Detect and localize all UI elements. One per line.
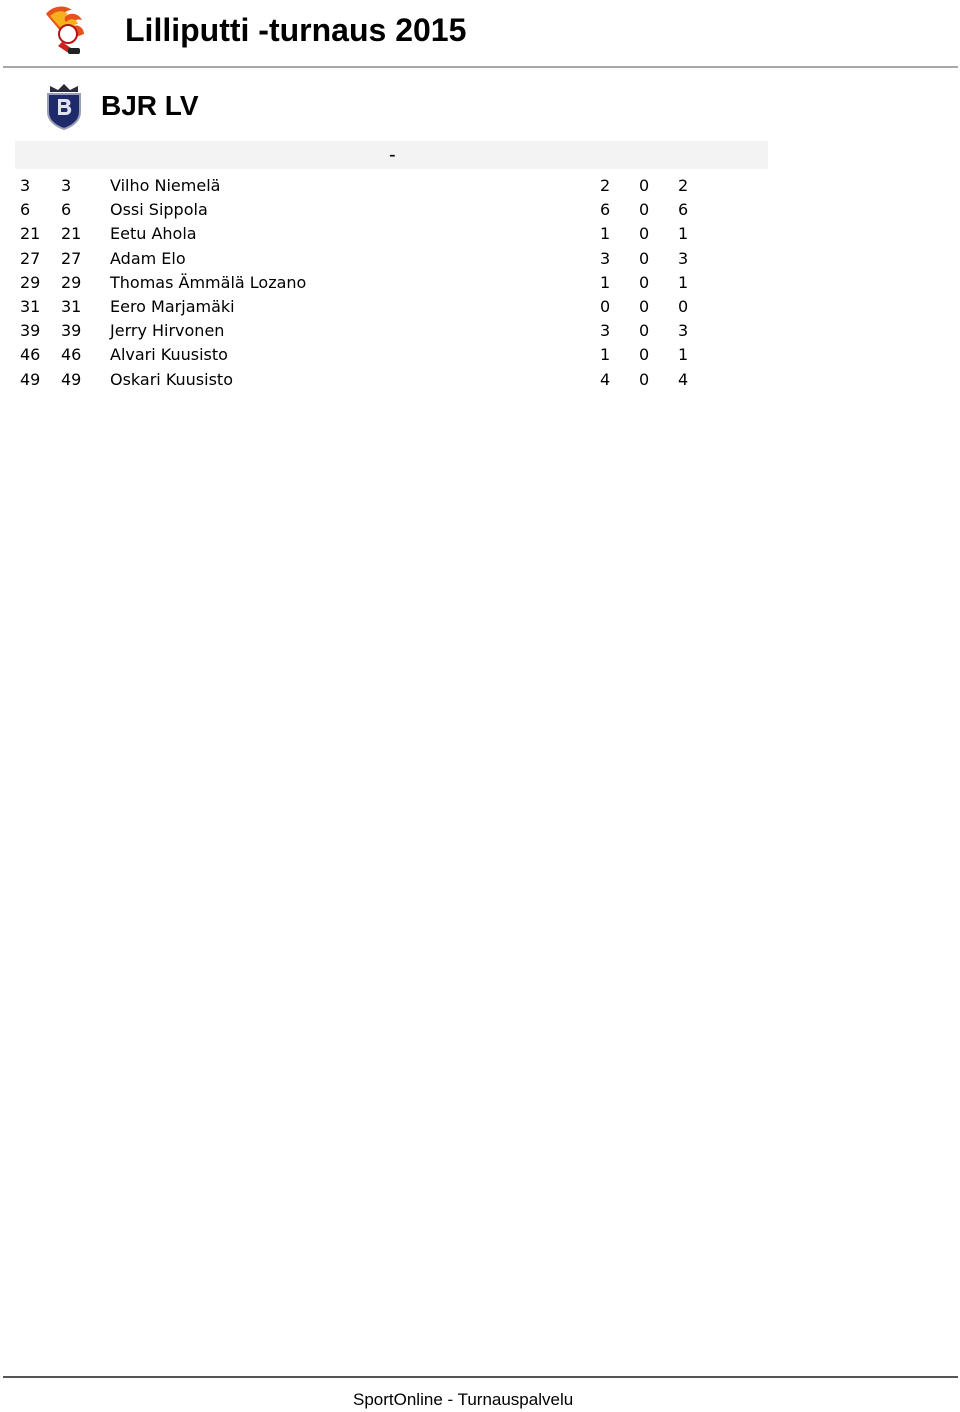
- table-row: [0, 319, 780, 343]
- stat-2: 0: [639, 321, 650, 341]
- stat-1: 2: [600, 176, 611, 195]
- stat-2: 0: [639, 345, 650, 365]
- player-number: 6: [20, 200, 31, 220]
- player-number: 21: [20, 224, 41, 244]
- jersey-number: 39: [61, 321, 82, 341]
- stat-3: 3: [678, 321, 689, 341]
- player-name: Ossi Sippola: [110, 200, 208, 220]
- stat-3: 2: [678, 176, 689, 195]
- header-divider: [3, 66, 958, 68]
- stat-2: 0: [639, 296, 650, 316]
- table-row: [0, 198, 780, 222]
- player-number: 46: [20, 345, 41, 365]
- player-name: Alvari Kuusisto: [110, 345, 228, 365]
- stat-1: 1: [600, 224, 611, 244]
- player-number: 29: [20, 272, 41, 292]
- player-name: Vilho Niemelä: [110, 176, 221, 195]
- page-header: [0, 0, 960, 68]
- player-number: 27: [20, 248, 41, 268]
- table-row: [0, 343, 780, 367]
- jersey-number: 3: [61, 176, 72, 195]
- jersey-number: 31: [61, 296, 82, 316]
- stat-1: 4: [600, 369, 611, 389]
- stat-1: 1: [600, 272, 611, 292]
- stat-3: 6: [678, 200, 689, 220]
- player-number: 3: [20, 176, 31, 195]
- stat-2: 0: [639, 200, 650, 220]
- jersey-number: 29: [61, 272, 82, 292]
- player-name: Eero Marjamäki: [110, 296, 235, 316]
- roster-table: [0, 174, 780, 392]
- player-name: Oskari Kuusisto: [110, 369, 233, 389]
- footer-divider: [3, 1376, 958, 1378]
- table-row: [0, 247, 780, 271]
- table-header-label: -: [389, 144, 396, 166]
- stat-3: 0: [678, 296, 689, 316]
- page-title: Lilliputti -turnaus 2015: [125, 12, 467, 48]
- flaming-puck-logo-icon: [38, 4, 90, 58]
- stat-1: 0: [600, 296, 611, 316]
- stat-1: 3: [600, 321, 611, 341]
- table-row: [0, 368, 780, 392]
- player-name: Eetu Ahola: [110, 224, 197, 244]
- jersey-number: 46: [61, 345, 82, 365]
- player-number: 39: [20, 321, 41, 341]
- stat-3: 1: [678, 345, 689, 365]
- player-number: 49: [20, 369, 41, 389]
- table-row: [0, 271, 780, 295]
- stat-1: 6: [600, 200, 611, 220]
- stat-3: 3: [678, 248, 689, 268]
- table-row: [0, 174, 780, 198]
- stat-2: 0: [639, 272, 650, 292]
- jersey-number: 27: [61, 248, 82, 268]
- player-name: Jerry Hirvonen: [110, 321, 225, 341]
- stat-2: 0: [639, 176, 650, 195]
- stat-3: 4: [678, 369, 689, 389]
- jersey-number: 21: [61, 224, 82, 244]
- table-header-bar: [15, 141, 768, 169]
- stat-3: 1: [678, 224, 689, 244]
- table-row: [0, 222, 780, 246]
- stat-2: 0: [639, 224, 650, 244]
- stat-3: 1: [678, 272, 689, 292]
- player-name: Adam Elo: [110, 248, 186, 268]
- stat-1: 1: [600, 345, 611, 365]
- stat-2: 0: [639, 369, 650, 389]
- bjr-shield-logo-icon: [44, 82, 84, 130]
- stat-2: 0: [639, 248, 650, 268]
- team-name: BJR LV: [101, 90, 199, 121]
- stat-1: 3: [600, 248, 611, 268]
- player-number: 31: [20, 296, 41, 316]
- player-name: Thomas Ämmälä Lozano: [110, 272, 307, 292]
- jersey-number: 49: [61, 369, 82, 389]
- footer-credit: SportOnline - Turnauspalvelu: [353, 1390, 574, 1409]
- table-row: [0, 295, 780, 319]
- jersey-number: 6: [61, 200, 72, 220]
